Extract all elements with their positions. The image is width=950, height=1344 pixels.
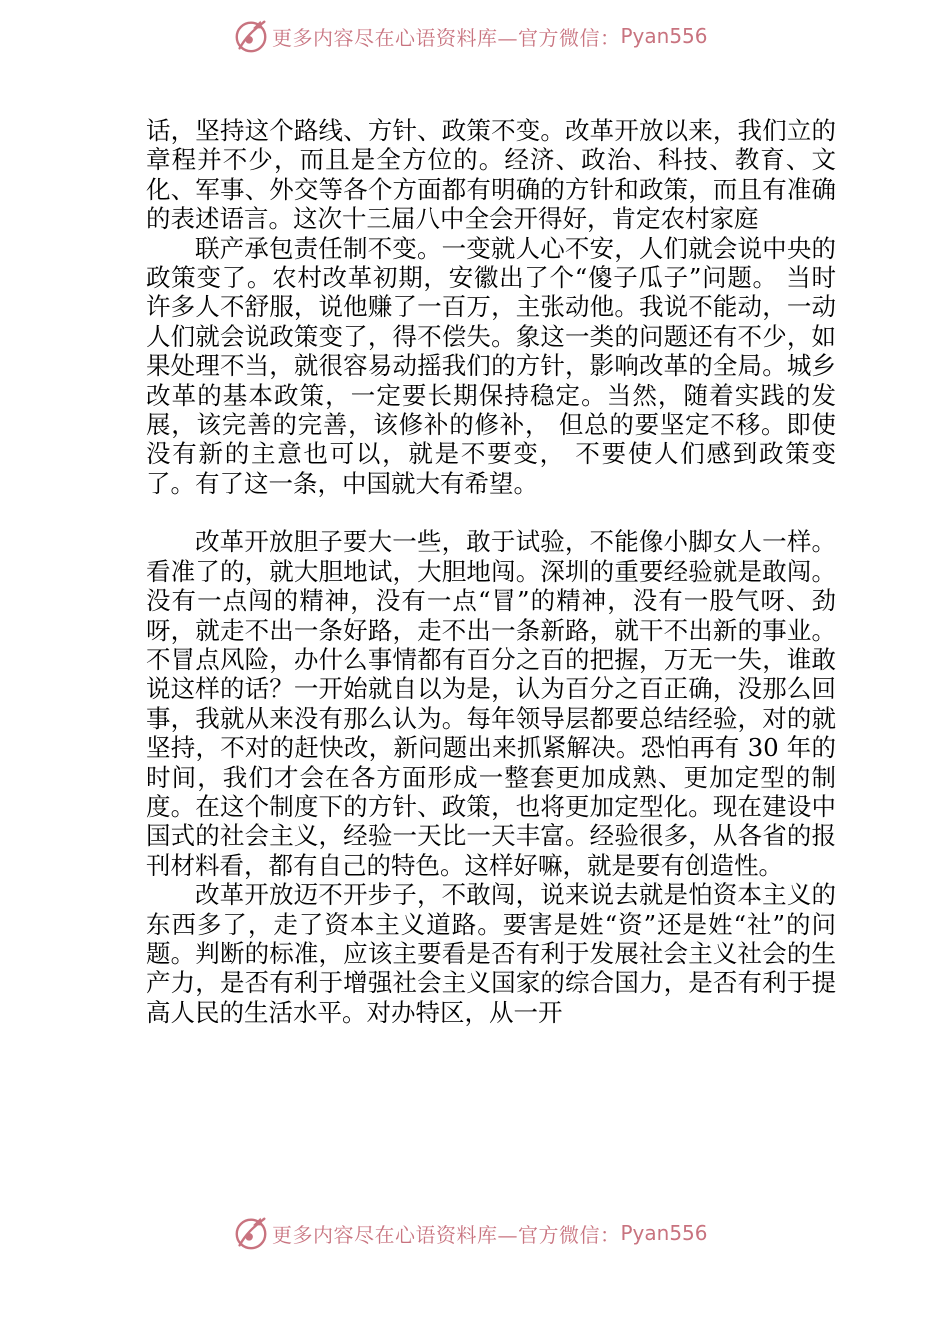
- paragraph: 联产承包责任制不变。一变就人心不安，人们就会说中央的政策变了。农村改革初期，安徽出了个“傻子瓜子”问题。 当时许多人不舒服，说他赚了一百万，主张动他。我说不能动，一动人们就会说政策变了，得不偿失。象这一类的问题还有不少，如果处理不当，就很容易动摇我们的方针，影响改革的全局。城乡改革的基本政策，一定要长期保持稳定。当然，随着实践的发展，该完善的完善，该修补的修补， 但总的要坚定不移。即使没有新的主意也可以，就是不要变， 不要使人们感到政策变了。有了这一条，中国就大有希望。: [146, 233, 836, 498]
- paragraph: 话，坚持这个路线、方针、政策不变。改革开放以来，我们立的章程并不少，而且是全方位的。经济、政治、科技、教育、文化、军事、外交等各个方面都有明确的方针和政策，而且有准确的表述语言。这次十三届八中全会开得好，肯定农村家庭: [146, 116, 836, 234]
- document-body: [146, 116, 836, 1027]
- footer-banner-text: 更多内容尽在心语资料库—官方微信：: [272, 1222, 621, 1247]
- header-wechat-handle: Pyan556: [620, 24, 708, 48]
- paragraph: 改革开放胆子要大一些，敢于试验，不能像小脚女人一样。看准了的，就大胆地试，大胆地闯。深圳的重要经验就是敢闯。没有一点闯的精神，没有一点“冒”的精神，没有一股气呀、劲呀，就走不出一条好路，走不出一条新路，就干不出新的事业。不冒点风险，办什么事情都有百分之百的把握，万无一失，谁敢说这样的话？一开始就自以为是，认为百分之百正确，没那么回事，我就从来没有那么认为。每年领导层都要总结经验，对的就坚持，不对的赶快改，新问题出来抓紧解决。恐怕再有 30 年的时间，我们才会在各方面形成一整套更加成熟、更加定型的制度。在这个制度下的方针、政策，也将更加定型化。现在建设中国式的社会主义，经验一天比一天丰富。经验很多，从各省的报刊材料看，都有自己的特色。这样好嘛，就是要有创造性。: [146, 527, 836, 880]
- header-banner: [232, 16, 708, 56]
- footer-banner: [232, 1213, 708, 1253]
- header-banner-text: 更多内容尽在心语资料库—官方微信：: [272, 25, 621, 50]
- paragraph: 改革开放迈不开步子，不敢闯，说来说去就是怕资本主义的东西多了，走了资本主义道路。要害是姓“资”还是姓“社”的问题。判断的标准，应该主要看是否有利于发展社会主义社会的生产力，是否有利于增强社会主义国家的综合国力，是否有利于提高人民的生活水平。对办特区，从一开: [146, 880, 836, 1027]
- logo-icon: [232, 1214, 270, 1252]
- footer-wechat-handle: Pyan556: [620, 1221, 708, 1245]
- logo-icon: [232, 17, 270, 55]
